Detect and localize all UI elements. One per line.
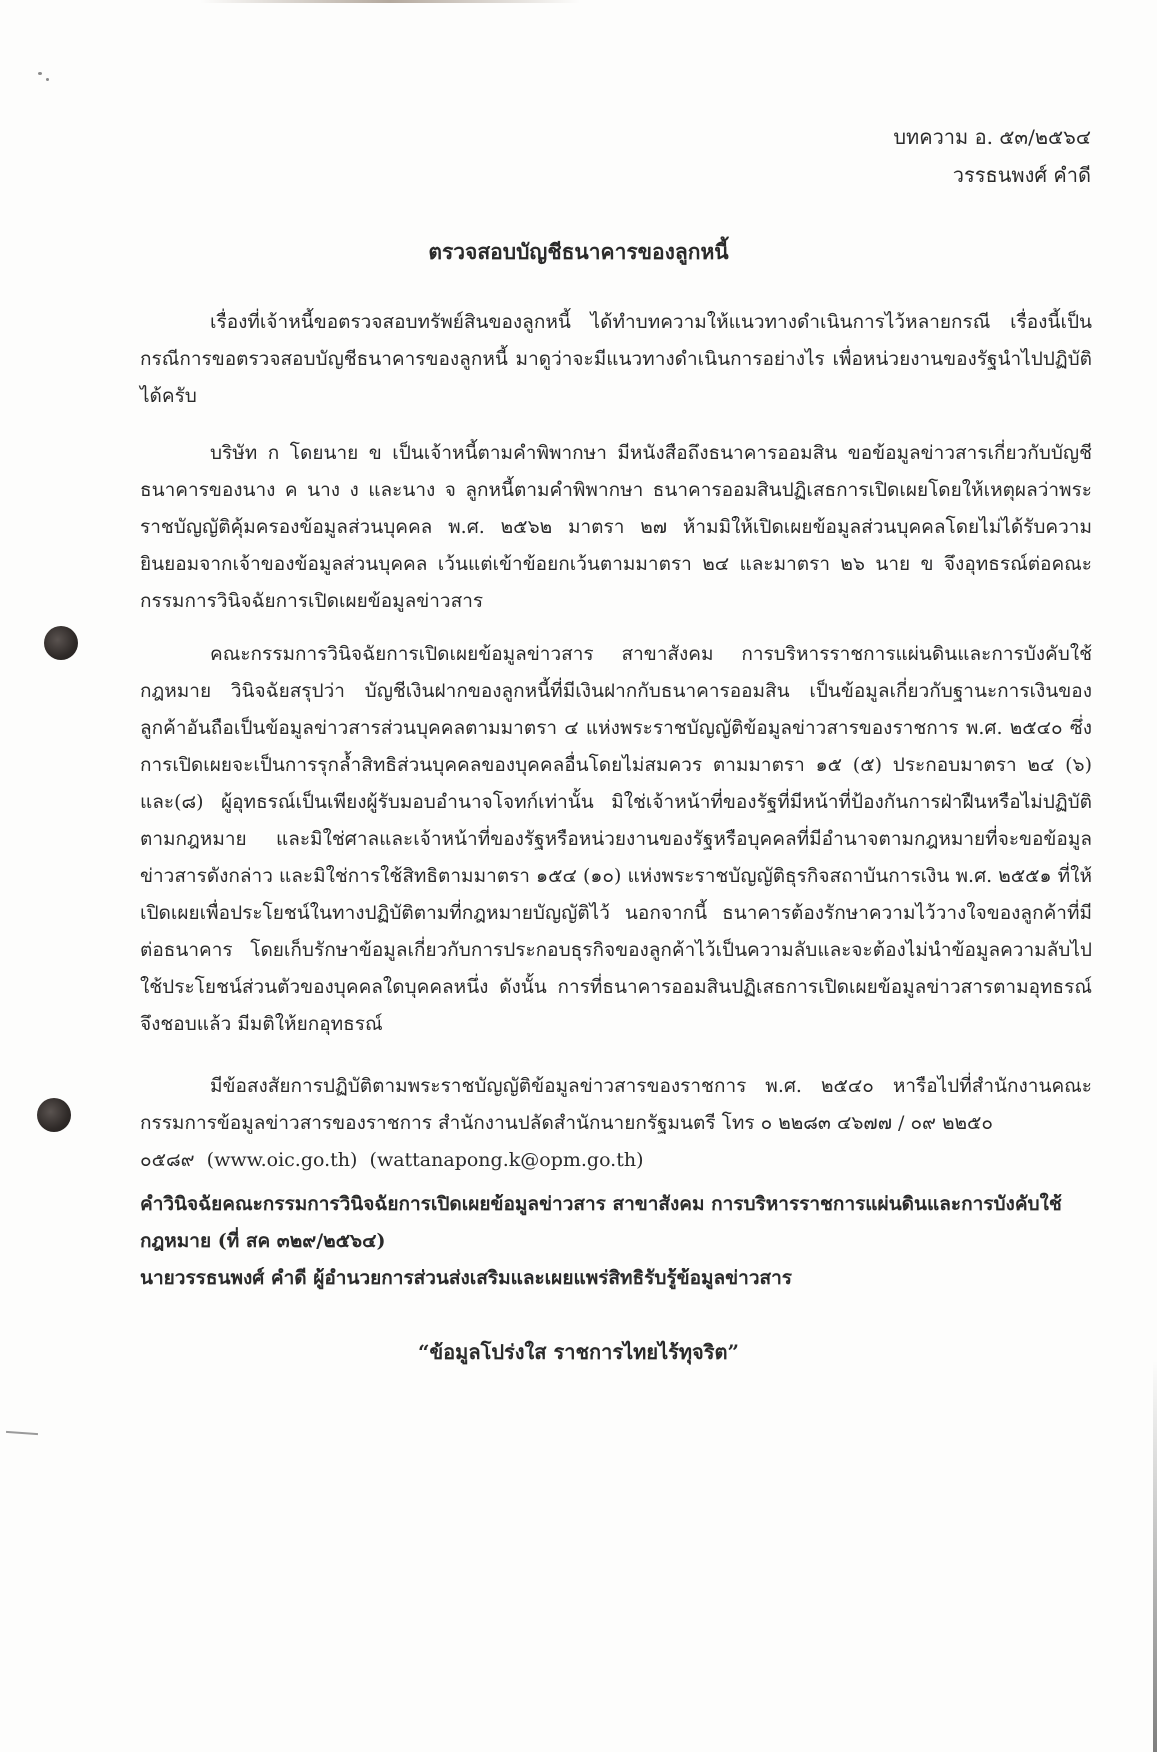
ruling-reference: คำวินิจฉัยคณะกรรมการวินิจฉัยการเปิดเผยข้อมูลข่าวสาร สาขาสังคม การบริหารราชการแผ่นดินและการบังคับใช้กฎหมาย (ที่ สค ๓๒๙/๒๕๖๔) bbox=[140, 1193, 1062, 1252]
scan-top-edge bbox=[200, 0, 580, 3]
paragraph-decision bbox=[140, 636, 1092, 1043]
scan-speck bbox=[46, 78, 49, 81]
paragraph-intro bbox=[140, 304, 1092, 415]
article-reference bbox=[893, 118, 1091, 194]
article-author: วรรธนพงศ์ คำดี bbox=[952, 163, 1091, 187]
email-link[interactable]: (wattanapong.k@opm.go.th) bbox=[369, 1149, 644, 1171]
scan-edge-mark bbox=[6, 1431, 38, 1435]
paragraph-text: บริษัท ก โดยนาย ข เป็นเจ้าหนี้ตามคำพิพากษา มีหนังสือถึงธนาคารออมสิน ขอข้อมูลข่าวสารเกี่ยวกับบัญชีธนาคารของนาง ค นาง ง และนาง จ ลูกหนี้ตามคำพิพากษา ธนาคารออมสินปฏิเสธการเปิดเผยโดยให้เหตุผลว่าพระราชบัญญัติคุ้มครองข้อมูลส่วนบุคคล พ.ศ. ๒๕๖๒ มาตรา ๒๗ ห้ามมิให้เปิดเผยข้อมูลส่วนบุคคลโดยไม่ได้รับความยินยอมจากเจ้าของข้อมูลส่วนบุคคล เว้นแต่เข้าข้อยกเว้นตามมาตรา ๒๔ และมาตรา ๒๖ นาย ข จึงอุทธรณ์ต่อคณะกรรมการวินิจฉัยการเปิดเผยข้อมูลข่าวสาร bbox=[140, 442, 1092, 612]
punch-hole bbox=[44, 626, 78, 660]
scan-speck bbox=[38, 72, 42, 75]
scan-right-edge-shadow bbox=[1153, 1360, 1157, 1752]
phone-tail: ๐๕๘๙ bbox=[140, 1149, 195, 1171]
paragraph-text: คณะกรรมการวินิจฉัยการเปิดเผยข้อมูลข่าวสาร สาขาสังคม การบริหารราชการแผ่นดินและการบังคับใช้กฎหมาย วินิจฉัยสรุปว่า บัญชีเงินฝากของลูกหนี้ที่มีเงินฝากกับธนาคารออมสิน เป็นข้อมูลเกี่ยวกับฐานะการเงินของลูกค้าอันถือเป็นข้อมูลข่าวสารส่วนบุคคลตามมาตรา ๔ แห่งพระราชบัญญัติข้อมูลข่าวสารของราชการ พ.ศ. ๒๕๔๐ ซึ่งการเปิดเผยจะเป็นการรุกล้ำสิทธิส่วนบุคคลของบุคคลอื่นโดยไม่สมควร ตามมาตรา ๑๕ (๕) ประกอบมาตรา ๒๔ (๖) และ(๘) ผู้อุทธรณ์เป็นเพียงผู้รับมอบอำนาจโจทก์เท่านั้น มิใช่เจ้าหน้าที่ของรัฐที่มีหน้าที่ป้องกันการฝ่าฝืนหรือไม่ปฏิบัติตามกฎหมาย และมิใช่ศาลและเจ้าหน้าที่ของรัฐหรือหน่วยงานของรัฐหรือบุคคลที่มีอำนาจตามกฎหมายที่จะขอข้อมูลข่าวสารดังกล่าว และมิใช่การใช้สิทธิตามมาตรา ๑๕๔ (๑๐) แห่งพระราชบัญญัติธุรกิจสถาบันการเงิน พ.ศ. ๒๕๕๑ ที่ให้เปิดเผยเพื่อประโยชน์ในทางปฏิบัติตามที่กฎหมายบัญญัติไว้ นอกจากนี้ ธนาคารต้องรักษาความไว้วางใจของลูกค้าที่มีต่อธนาคาร โดยเก็บรักษาข้อมูลเกี่ยวกับการประกอบธุรกิจของลูกค้าไว้เป็นความลับและจะต้องไม่นำข้อมูลความลับไปใช้ประโยชน์ส่วนตัวของบุคคลใดบุคคลหนึ่ง ดังนั้น การที่ธนาคารออมสินปฏิเสธการเปิดเผยข้อมูลข่าวสารตามอุทธรณ์จึงชอบแล้ว มีมติให้ยกอุทธรณ์ bbox=[140, 643, 1092, 1035]
contact-line bbox=[140, 1142, 1092, 1179]
paragraph-contact bbox=[140, 1068, 1092, 1142]
slogan: “ข้อมูลโปร่งใส ราชการไทยไร้ทุจริต” bbox=[417, 1340, 740, 1364]
author-signature-line: นายวรรธนพงศ์ คำดี ผู้อำนวยการส่วนส่งเสริมและเผยแพร่สิทธิรับรู้ข้อมูลข่าวสาร bbox=[140, 1267, 792, 1289]
paragraph-text: มีข้อสงสัยการปฏิบัติตามพระราชบัญญัติข้อมูลข่าวสารของราชการ พ.ศ. ๒๕๔๐ หารือไปที่สำนักงานคณะกรรมการข้อมูลข่าวสารของราชการ สำนักงานปลัดสำนักนายกรัฐมนตรี โทร ๐ ๒๒๘๓ ๔๖๗๗ / ๐๙ ๒๒๕๐ bbox=[140, 1075, 1092, 1134]
document-title: ตรวจสอบบัญชีธนาคารของลูกหนี้ bbox=[428, 239, 729, 264]
paragraph-text: เรื่องที่เจ้าหนี้ขอตรวจสอบทรัพย์สินของลูกหนี้ ได้ทำบทความให้แนวทางดำเนินการไว้หลายกรณี เรื่องนี้เป็นกรณีการขอตรวจสอบบัญชีธนาคารของลูกหนี้ มาดูว่าจะมีแนวทางดำเนินการอย่างไร เพื่อหน่วยงานของรัฐนำไปปฏิบัติได้ครับ bbox=[140, 311, 1092, 407]
website-link[interactable]: (www.oic.go.th) bbox=[206, 1149, 358, 1171]
article-number: บทความ อ. ๕๓/๒๕๖๔ bbox=[893, 125, 1091, 149]
punch-hole bbox=[37, 1098, 71, 1132]
paragraph-facts bbox=[140, 435, 1092, 620]
